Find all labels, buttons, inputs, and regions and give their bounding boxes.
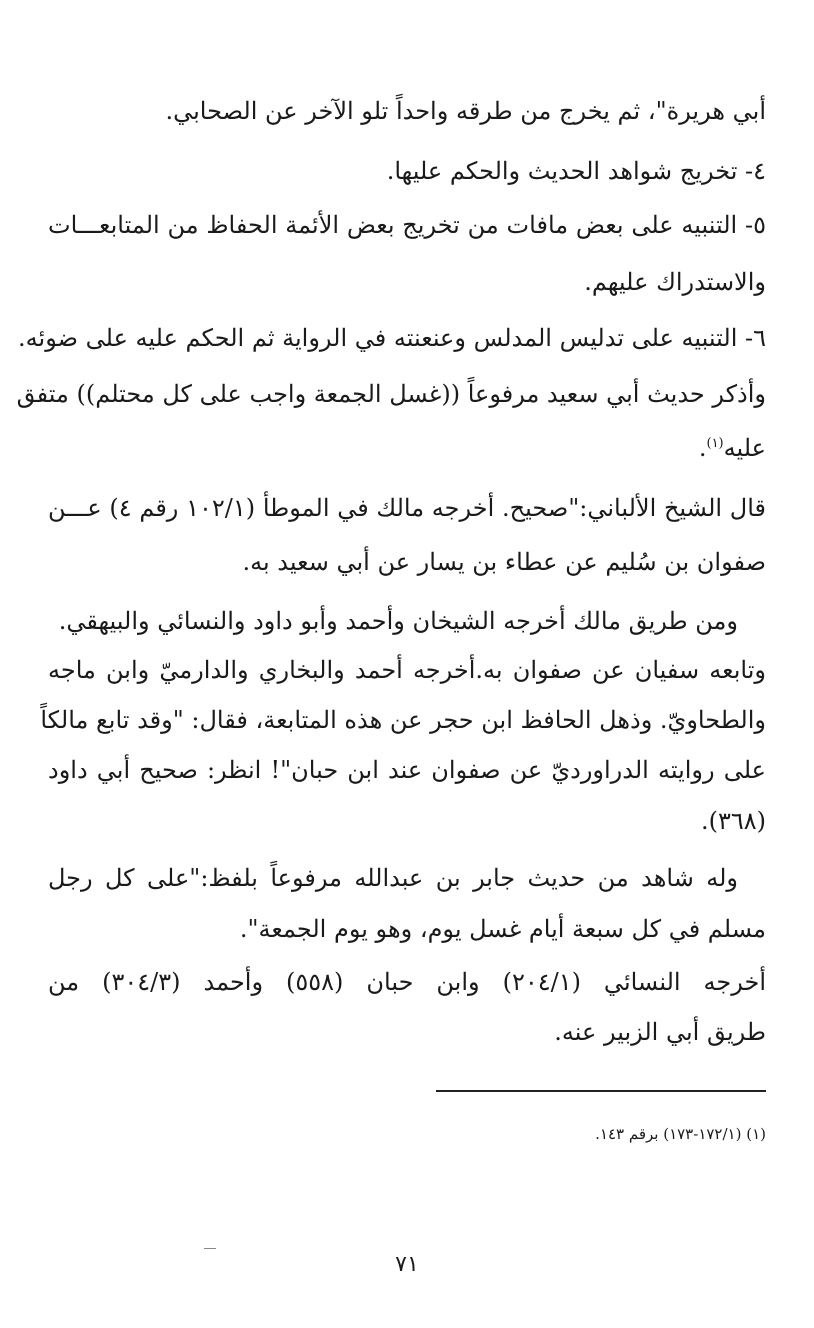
footnote-reference: (١) [706, 436, 724, 451]
hadith-line: وأذكر حديث أبي سعيد مرفوعاً ((غسل الجمعة واجب على كل محتلم)) متفق [16, 380, 766, 408]
page-number: ٧١ [395, 1252, 419, 1277]
commentary-line: والطحاويّ. وذهل الحافظ ابن حجر عن هذه المتابعة، فقال: "وقد تابع مالكاً [40, 706, 766, 734]
print-mark [204, 1248, 216, 1249]
hadith-line-end-text: عليه [723, 434, 766, 462]
text-line: والاستدراك عليهم. [584, 268, 766, 296]
hadith-line-end [48, 428, 766, 468]
commentary-line: على روايته الدراورديّ عن صفوان عند ابن حبان"! انظر: صحيح أبي داود [48, 756, 766, 784]
list-item-6: ٦- التنبيه على تدليس المدلس وعنعنته في الرواية ثم الحكم عليه على ضوئه. [18, 324, 766, 352]
footnote: (١) (١٧٢/١-١٧٣) برقم ١٤٣. [595, 1125, 766, 1143]
commentary-line: ومن طريق مالك أخرجه الشيخان وأحمد وأبو داود والنسائي والبيهقي. [58, 607, 738, 635]
commentary-line: مسلم في كل سبعة أيام غسل يوم، وهو يوم الجمعة". [239, 915, 766, 943]
commentary-line: وتابعه سفيان عن صفوان به.أخرجه أحمد والبخاري والدارميّ وابن ماجه [48, 656, 766, 684]
commentary-line: قال الشيخ الألباني:"صحيح. أخرجه مالك في الموطأ (١٠٢/١ رقم ٤) عـــن [48, 494, 766, 522]
commentary-line: وله شاهد من حديث جابر بن عبدالله مرفوعاً بلفظ:"على كل رجل [48, 864, 738, 892]
period: . [698, 434, 707, 462]
footnote-divider [436, 1090, 766, 1092]
commentary-line: صفوان بن سُليم عن عطاء بن يسار عن أبي سعيد به. [242, 548, 766, 576]
commentary-line: (٣٦٨). [700, 807, 766, 835]
list-item-5: ٥- التنبيه على بعض مافات من تخريج بعض الأئمة الحفاظ من المتابعـــات [48, 211, 766, 239]
commentary-line: أخرجه النسائي (٢٠٤/١) وابن حبان (٥٥٨) وأحمد (٣٠٤/٣) من [48, 968, 766, 996]
list-item-4: ٤- تخريج شواهد الحديث والحكم عليها. [386, 157, 766, 185]
commentary-line: طريق أبي الزبير عنه. [554, 1018, 766, 1046]
text-line: أبي هريرة"، ثم يخرج من طرقه واحداً تلو الآخر عن الصحابي. [165, 97, 766, 125]
